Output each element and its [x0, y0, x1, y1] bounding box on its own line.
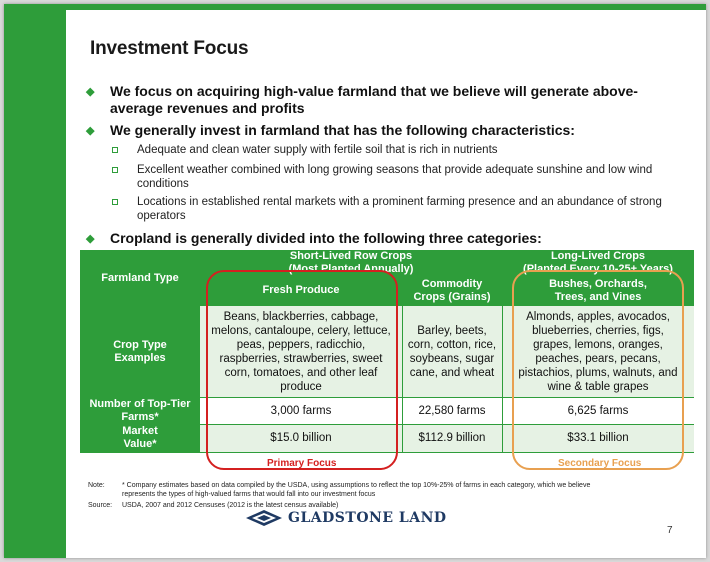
header-long-lived: Long-Lived Crops (Planted Every 10-25+ Years)	[502, 250, 694, 275]
examples-commodity: Barley, beets, corn, cotton, rice, soybeans, sugar cane, and wheat	[402, 306, 502, 397]
bullet-1-text: We focus on acquiring high-value farmland that we believe will generate above-average revenues and profits	[110, 83, 638, 116]
logo-text: GLADSTONE LAND	[288, 510, 447, 526]
farms-commodity: 22,580 farms	[402, 397, 502, 424]
value-bushes: $33.1 billion	[502, 424, 694, 452]
source-label: Source:	[88, 502, 113, 509]
value-fresh: $15.0 billion	[200, 424, 402, 452]
primary-focus-label: Primary Focus	[267, 458, 337, 469]
bullet-2-text: We generally invest in farmland that has the following characteristics:	[110, 122, 575, 138]
row-header-farms: Number of Top-Tier Farms*	[80, 397, 200, 424]
header-commodity: Commodity Crops (Grains)	[402, 275, 502, 306]
value-commodity: $112.9 billion	[402, 424, 502, 452]
header-bushes: Bushes, Orchards, Trees, and Vines	[502, 275, 694, 306]
diamond-icon: ◆	[86, 233, 95, 245]
examples-fresh: Beans, blackberries, cabbage, melons, cantaloupe, celery, lettuce, peas, peppers, radicchio, raspberries, strawberries, sweet corn, tomatoes, and other leaf produce	[200, 306, 402, 397]
left-green-band	[4, 4, 66, 558]
note-text: * Company estimates based on data compiled by the USDA, using assumptions to reflect the top 10%-25% of farms in each category, which we believe represents the types of high-valued farms that would fall into our investment focus	[122, 482, 591, 498]
diamond-icon: ◆	[86, 125, 95, 137]
table-divider	[402, 306, 403, 452]
header-short-lived: Short-Lived Row Crops (Most Planted Annually)	[200, 250, 502, 275]
primary-focus-outline	[206, 270, 398, 470]
bullet-3-text: Cropland is generally divided into the following three categories:	[110, 230, 542, 246]
secondary-focus-outline	[512, 270, 684, 470]
row-header-examples: Crop Type Examples	[80, 306, 200, 397]
farms-fresh: 3,000 farms	[200, 397, 402, 424]
sub-bullet-1-text: Adequate and clean water supply with fertile soil that is rich in nutrients	[137, 144, 498, 156]
square-bullet-icon	[112, 199, 118, 205]
row-header-value: Market Value*	[80, 424, 200, 452]
header-fresh-produce: Fresh Produce	[200, 275, 402, 306]
page-number: 7	[667, 525, 673, 536]
diamond-icon: ◆	[86, 86, 95, 98]
square-bullet-icon	[112, 167, 118, 173]
header-farmland-type: Farmland Type	[80, 250, 200, 306]
examples-bushes: Almonds, apples, avocados, blueberries, cherries, figs, grapes, lemons, oranges, peaches, pears, pecans, pistachios, plums, walnuts, and wine & table grapes	[502, 306, 694, 397]
secondary-focus-label: Secondary Focus	[558, 458, 642, 469]
slide-title: Investment Focus	[90, 38, 249, 59]
sub-bullet-2-text: Excellent weather combined with long growing seasons that provide adequate sunshine and low wind conditions	[137, 164, 653, 190]
farms-bushes: 6,625 farms	[502, 397, 694, 424]
square-bullet-icon	[112, 147, 118, 153]
company-logo	[246, 510, 447, 526]
sub-bullet-3-text: Locations in established rental markets with a prominent farming presence and an abundance of strong operators	[137, 196, 662, 222]
note-label: Note:	[88, 482, 105, 489]
table-divider	[502, 306, 503, 452]
gladstone-diamond-icon	[246, 510, 282, 526]
source-text: USDA, 2007 and 2012 Censuses (2012 is the latest census available)	[122, 502, 339, 509]
